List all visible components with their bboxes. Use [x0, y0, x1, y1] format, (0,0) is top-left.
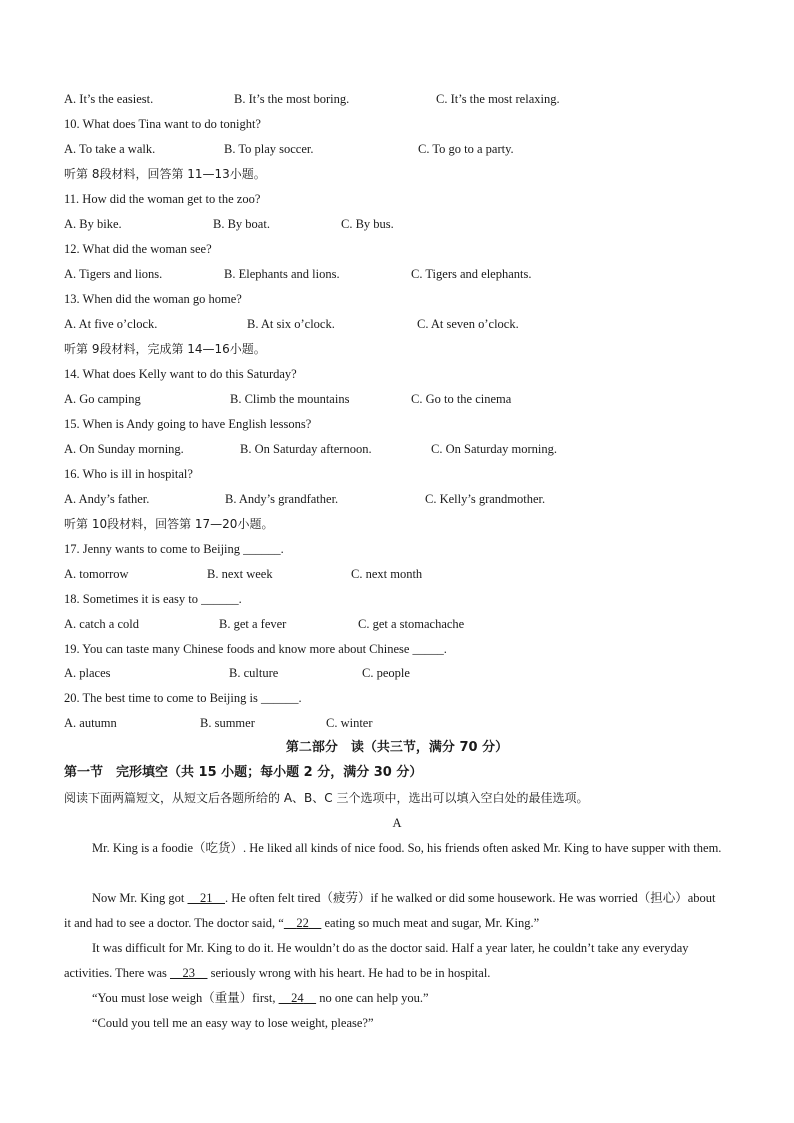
q14-question: 14. What does Kelly want to do this Saturday?	[64, 367, 297, 381]
q17-option-c: C. next month	[351, 567, 423, 581]
q17-question: 17. Jenny wants to come to Beijing ______.	[64, 542, 284, 556]
section-10-heading: 听第 10段材料，回答第 17—20小题。	[64, 517, 274, 531]
q14-option-c: C. Go to the cinema	[411, 392, 512, 406]
blank-23: 23	[182, 966, 195, 980]
q14-option-b: B. Climb the mountains	[230, 392, 350, 406]
q18-option-b: B. get a fever	[219, 617, 287, 631]
passage-paragraph-1: Mr. King is a foodie（吃货）. He liked all kinds of nice food. So, his friends often asked Mr. King to have supper with them.	[92, 841, 722, 855]
q13-option-a: A. At five o’clock.	[64, 317, 158, 331]
part-two-title: 第二部分 读（共三节，满分 70 分）	[285, 740, 509, 755]
q10-option-b: B. To play soccer.	[224, 142, 314, 156]
q15-question: 15. When is Andy going to have English lessons?	[64, 417, 312, 431]
blank-21: 21	[200, 891, 213, 905]
q15-option-b: B. On Saturday afternoon.	[240, 442, 372, 456]
q15-option-c: C. On Saturday morning.	[431, 442, 558, 456]
q14-option-a: A. Go camping	[64, 392, 141, 406]
q12-question: 12. What did the woman see?	[64, 242, 212, 256]
q18-option-c: C. get a stomachache	[358, 617, 465, 631]
q13-question: 13. When did the woman go home?	[64, 292, 242, 306]
q19-question: 19. You can taste many Chinese foods and know more about Chinese _____.	[64, 642, 447, 656]
q9-option-b: B. It’s the most boring.	[234, 92, 350, 106]
passage-paragraph-2: Now Mr. King got 21 . He often felt tired（疲劳）if he walked or did some housework. He was worried（担心）about it and had to see a doctor. The doctor said, “ 22 eating so much meat and sugar, Mr. King.”	[64, 891, 716, 930]
cloze-section-title: 第一节 完形填空（共 15 小题；每小题 2 分，满分 30 分）	[64, 765, 423, 780]
q10-option-a: A. To take a walk.	[64, 142, 156, 156]
q18-question: 18. Sometimes it is easy to ______.	[64, 592, 242, 606]
q16-option-a: A. Andy’s father.	[64, 492, 150, 506]
q16-option-c: C. Kelly’s grandmother.	[425, 492, 546, 506]
q12-option-a: A. Tigers and lions.	[64, 267, 163, 281]
section-9-heading: 听第 9段材料，完成第 14—16小题。	[64, 342, 266, 356]
q13-option-c: C. At seven o’clock.	[417, 317, 519, 331]
q19-option-a: A. places	[64, 666, 111, 680]
q18-option-a: A. catch a cold	[64, 617, 139, 631]
q11-option-c: C. By bus.	[341, 217, 394, 231]
q15-option-a: A. On Sunday morning.	[64, 442, 184, 456]
q20-option-a: A. autumn	[64, 716, 117, 730]
passage-paragraph-3: It was difficult for Mr. King to do it. He wouldn’t do as the doctor said. Half a year later, he couldn’t take any everyday activities. There was 23 seriously wrong with his heart. He had to be in hospital.	[64, 941, 689, 980]
q12-option-b: B. Elephants and lions.	[224, 267, 340, 281]
q17-option-b: B. next week	[207, 567, 273, 581]
passage-paragraph-4: “You must lose weigh（重量）first, 24 no one can help you.”	[92, 991, 429, 1005]
passage-paragraph-5: “Could you tell me an easy way to lose weight, please?”	[92, 1016, 374, 1030]
q11-question: 11. How did the woman get to the zoo?	[64, 192, 261, 206]
q19-option-c: C. people	[362, 666, 410, 680]
q9-option-c: C. It’s the most relaxing.	[436, 92, 560, 106]
q13-option-b: B. At six o’clock.	[247, 317, 335, 331]
blank-22: 22	[296, 916, 309, 930]
q20-option-b: B. summer	[200, 716, 255, 730]
q16-question: 16. Who is ill in hospital?	[64, 467, 193, 481]
q16-option-b: B. Andy’s grandfather.	[225, 492, 339, 506]
passage-label: A	[392, 816, 402, 830]
q20-question: 20. The best time to come to Beijing is ______.	[64, 691, 302, 705]
blank-24: 24	[291, 991, 304, 1005]
q12-option-c: C. Tigers and elephants.	[411, 267, 532, 281]
q11-option-b: B. By boat.	[213, 217, 270, 231]
cloze-instructions: 阅读下面两篇短文，从短文后各题所给的 A、B、C 三个选项中，选出可以填入空白处的最佳选项。	[64, 791, 589, 805]
q19-option-b: B. culture	[229, 666, 279, 680]
q10-question: 10. What does Tina want to do tonight?	[64, 117, 261, 131]
q11-option-a: A. By bike.	[64, 217, 122, 231]
q17-option-a: A. tomorrow	[64, 567, 129, 581]
section-8-heading: 听第 8段材料，回答第 11—13小题。	[64, 167, 266, 181]
q10-option-c: C. To go to a party.	[418, 142, 514, 156]
q20-option-c: C. winter	[326, 716, 373, 730]
q9-option-a: A. It’s the easiest.	[64, 92, 154, 106]
